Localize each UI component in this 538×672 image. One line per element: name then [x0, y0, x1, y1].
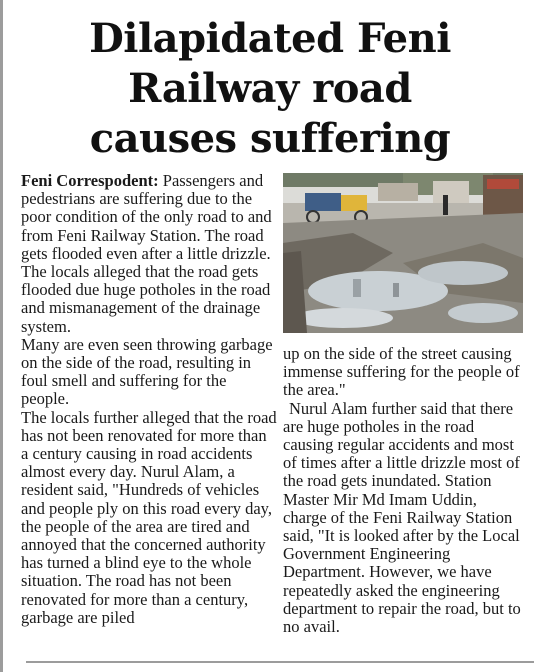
flooded-road-photo-illustration [283, 173, 523, 333]
left-column-rule [0, 0, 3, 672]
lead-text: Passengers and pedestrians are suffering due to the poor condition of the only road to and from Feni Railway Station. The road gets flooded even after a little drizzle. [21, 171, 272, 263]
news-photo [283, 173, 523, 333]
headline-line-3: causes suffering [89, 115, 451, 162]
bottom-rule [26, 661, 534, 663]
article-paragraph-2: The locals alleged that the road gets flooded due huge potholes in the road and mismanagement of the drainage system. [21, 262, 271, 336]
headline [20, 14, 520, 164]
headline-line-1: Dilapidated Feni [89, 15, 451, 62]
byline: Feni Correspodent: [21, 171, 159, 190]
headline-line-2: Railway road [128, 65, 412, 112]
article-paragraph-3: Many are even seen throwing garbage on the side of the road, resulting in foul smell and suffering for the people. [21, 334, 273, 409]
article-paragraph-5: up on the side of the street causing immense suffering for the people of the area." [283, 344, 520, 400]
article-column-right [283, 345, 523, 636]
article-paragraph-6: Nurul Alam further said that there are huge potholes in the road causing regular accidents and most of times after a little drizzle most of the road gets inundated. Station Master Mir Md Imam Uddin, charge of the Feni Railway Station said, "It is looked after by the Local Government Engineering Department. However, we have repeatedly asked the engineering department to repair the road, but to no avail. [283, 398, 521, 637]
article-column-left [21, 172, 277, 627]
article-paragraph-4: The locals further alleged that the road has not been renovated for more than a century causing in road accidents almost every day. Nurul Alam, a resident said, "Hundreds of vehicles and people ply on this road every day, the people of the area are tired and annoyed that the concerned authority has turned a blind eye to the whole situation. The road has not been renovated for more than a century, garbage are piled [21, 407, 277, 627]
article-paragraph-1 [21, 172, 277, 263]
